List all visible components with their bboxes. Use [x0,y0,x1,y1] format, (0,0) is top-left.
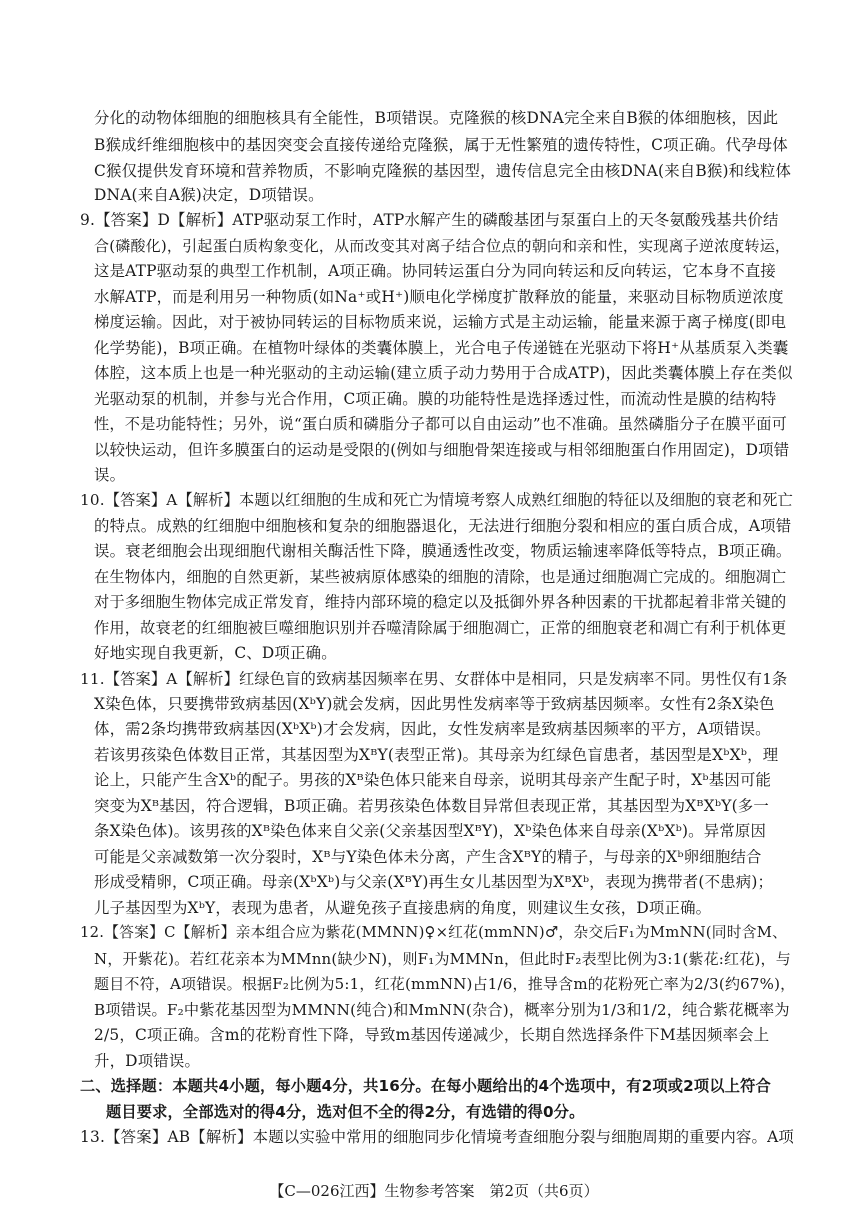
text-line: 体腔，这本质上也是一种光驱动的主动运输(建立质子动力势用于合成ATP)，因此类囊体膜上存在类似 [94,364,793,382]
text-line: 合(磷酸化)，引起蛋白质构象变化，从而改变其对离子结合位点的朝向和亲和性，实现离子逆浓度转运， [94,237,791,255]
text-line: 以较快运动，但许多膜蛋白的运动是受限的(例如与细胞骨架连接或与相邻细胞蛋白作用固定)，D项错 [94,441,790,459]
section-heading-continued: 题目要求，全部选对的得4分，选对但不全的得2分，有选错的得0分。 [106,1103,585,1121]
text-line: 好地实现自我更新，C、D项正确。 [94,644,337,662]
answer-12-line: 12.【答案】C【解析】亲本组合应为紫花(MMNN)♀×红花(mmNN)♂，杂交后F₁为MmNN(同时含M、 [80,924,788,941]
text-line: 条X染色体)。该男孩的Xᴮ染色体来自父亲(父亲基因型XᴮY)，Xᵇ染色体来自母亲(XᵇXᵇ)。异常原因 [94,822,767,840]
answer-13-line: 13.【答案】AB【解析】本题以实验中常用的细胞同步化情境考查细胞分裂与细胞周期的重要内容。A项 [80,1128,795,1146]
text-line: 若该男孩染色体数目正常，其基因型为XᴮY(表型正常)。其母亲为红绿色盲患者，基因型是XᵇXᵇ，理 [94,746,779,764]
text-line: 梯度运输。因此，对于被协同转运的目标物质来说，运输方式是主动运输，能量来源于离子梯度(即电 [94,313,787,331]
text-line: 2/5，C项正确。含m的花粉育性下降，导致m基因传递减少，长期自然选择条件下M基因频率会上 [94,1026,770,1044]
answer-11-line: 11.【答案】A【解析】红绿色盲的致病基因频率在男、女群体中是相同，只是发病率不同。男性仅有1条 [80,670,788,688]
text-line: 论上，只能产生含Xᵇ的配子。男孩的Xᴮ染色体只能来自母亲，说明其母亲产生配子时，Xᵇ基因可能 [94,771,772,789]
text-line: 分化的动物体细胞的细胞核具有全能性，B项错误。克隆猴的核DNA完全来自B猴的体细胞核，因此 [94,109,779,127]
answer-9-line: 9.【答案】D【解析】ATP驱动泵工作时，ATP水解产生的磷酸基团与泵蛋白上的天冬氨酸残基共价结 [80,211,779,229]
text-line: 升，D项错误。 [94,1052,201,1070]
text-line: 的特点。成熟的红细胞中细胞核和复杂的细胞器退化，无法进行细胞分裂和相应的蛋白质合成，A项错 [94,517,792,535]
text-line: 突变为Xᴮ基因，符合逻辑，B项正确。若男孩染色体数目异常但表现正常，其基因型为XᴮXᵇY(多一 [94,797,769,815]
text-line: 对于多细胞生物体完成正常发育，维持内部环境的稳定以及抵御外界各种因素的干扰都起着非常关键的 [94,593,787,611]
text-line: 可能是父亲减数第一次分裂时，Xᴮ与Y染色体未分离，产生含XᴮY的精子，与母亲的Xᵇ卵细胞结合 [94,848,762,866]
text-line: 性，不是功能特性；另外，说“蛋白质和磷脂分子都可以自由运动”也不准确。虽然磷脂分子在膜平面可 [94,415,787,433]
page-footer: 【C—026江西】生物参考答案 第2页（共6页） [269,1182,599,1200]
text-line: 水解ATP，而是利用另一种物质(如Na⁺或H⁺)顺电化学梯度扩散释放的能量，来驱动目标物质逆浓度 [94,288,784,306]
text-line: 这是ATP驱动泵的典型工作机制，A项正确。协同转运蛋白分为同向转运和反向转运，它本身不直接 [94,262,777,280]
text-line: 误。衰老细胞会出现细胞代谢相关酶活性下降，膜通透性改变，物质运输速率降低等特点，B项正确。 [94,542,792,560]
text-line: 光驱动泵的机制，并参与光合作用，C项正确。膜的功能特性是选择透过性，而流动性是膜的结构特 [94,390,777,408]
text-line: 误。 [94,466,126,484]
text-line: B项错误。F₂中紫花基因型为MMNN(纯合)和MmNN(杂合)，概率分别为1/3和1/2，纯合紫花概率为 [94,1001,790,1019]
text-line: N，开紫花)。若红花亲本为MMnn(缺少N)，则F₁为MMNn，但此时F₂表型比例为3:1(紫花:红花)，与 [94,950,791,968]
text-line: X染色体，只要携带致病基因(XᵇY)就会发病，因此男性发病率等于致病基因频率。女性有2条X染色 [94,695,775,713]
answer-10-line: 10.【答案】A【解析】本题以红细胞的生成和死亡为情境考察人成熟红细胞的特征以及细胞的衰老和死亡 [80,491,793,509]
text-line: 作用，故衰老的红细胞被巨噬细胞识别并吞噬清除属于细胞凋亡，正常的细胞衰老和凋亡有利于机体更 [94,619,787,637]
text-line: 在生物体内，细胞的自然更新，某些被病原体感染的细胞的清除，也是通过细胞凋亡完成的。细胞凋亡 [94,568,787,586]
section-heading: 二、选择题：本题共4小题，每小题4分，共16分。在每小题给出的4个选项中，有2项或2项以上符合 [80,1077,771,1095]
text-line: 题目不符，A项错误。根据F₂比例为5:1，红花(mmNN)占1/6，推导含m的花粉死亡率为2/3(约67%)， [94,975,796,993]
text-line: C猴仅提供发育环境和营养物质，不影响克隆猴的基因型，遗传信息完全由核DNA(来自B猴)和线粒体 [94,162,792,180]
text-line: 儿子基因型为XᵇY，表现为患者，从避免孩子直接患病的角度，则建议生女孩，D项正确。 [94,899,712,917]
text-line: 化学势能)，B项正确。在植物叶绿体的类囊体膜上，光合电子传递链在光驱动下将H⁺从基质泵入类囊 [94,339,789,357]
text-line: 体，需2条均携带致病基因(XᵇXᵇ)才会发病，因此，女性发病率是致病基因频率的平方，A项错误。 [94,720,771,738]
text-line: B猴成纤维细胞核中的基因突变会直接传递给克隆猴，属于无性繁殖的遗传特性，C项正确。代孕母体 [94,136,788,154]
text-line: DNA(来自A猴)决定，D项错误。 [94,186,324,204]
text-line: 形成受精卵，C项正确。母亲(XᵇXᵇ)与父亲(XᴮY)再生女儿基因型为XᴮXᵇ，表现为携带者(不患病)； [94,873,774,891]
